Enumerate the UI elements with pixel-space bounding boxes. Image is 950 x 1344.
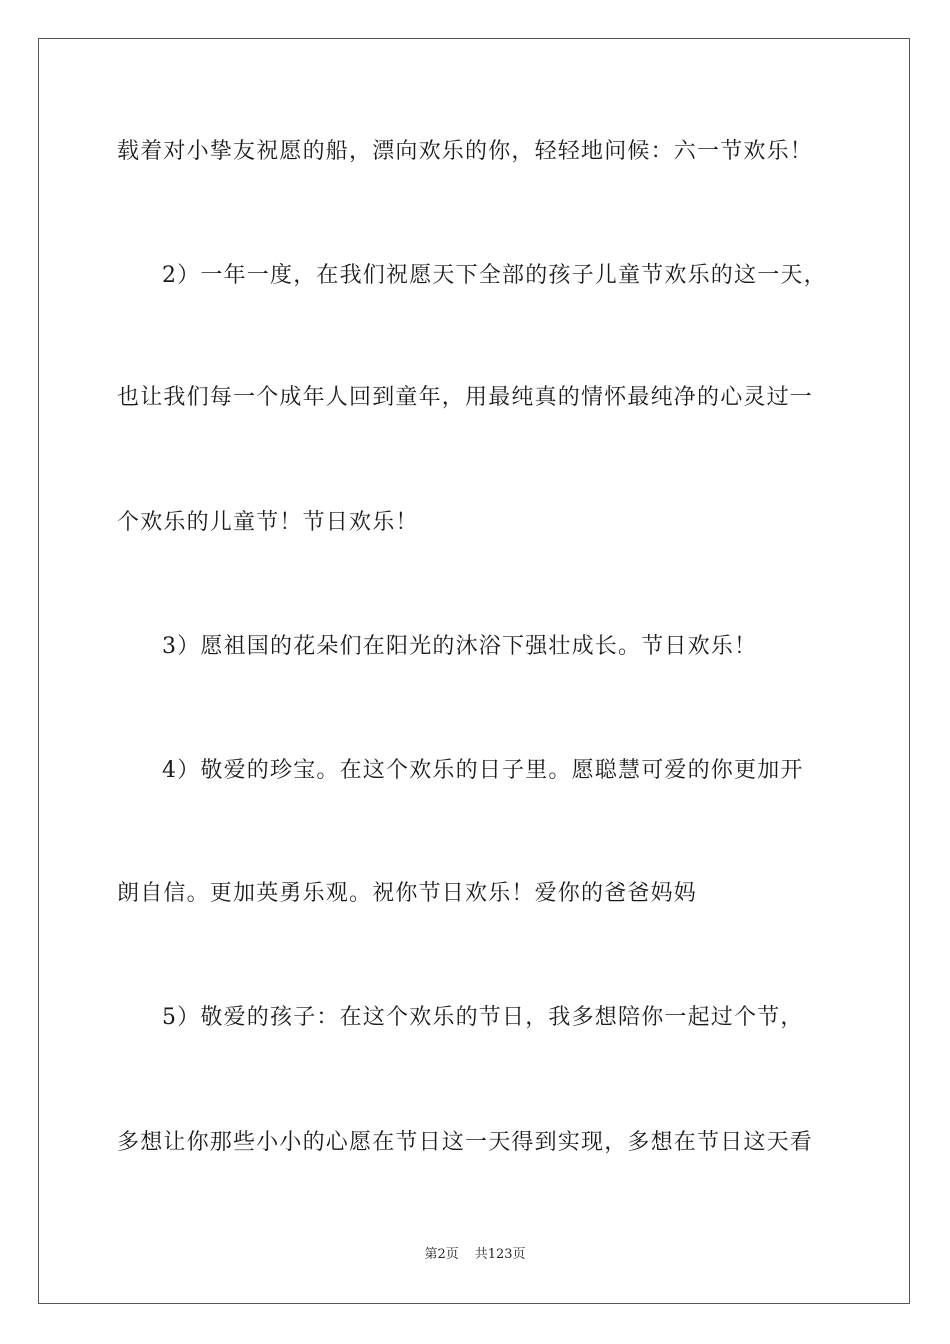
body-text-line: 个欢乐的儿童节！节日欢乐！ [117, 510, 419, 535]
body-text-line: 2）一年一度，在我们祝愿天下全部的孩子儿童节欢乐的这一天， [162, 263, 827, 288]
page-footer [0, 1246, 950, 1264]
page-total: 共123页 [474, 1247, 526, 1262]
body-text-line: 5）敬爱的孩子：在这个欢乐的节日，我多想陪你一起过个节， [162, 1005, 804, 1030]
body-text-line: 也让我们每一个成年人回到童年，用最纯真的情怀最纯净的心灵过一 [117, 385, 814, 410]
page-number: 第2页 [424, 1247, 459, 1262]
page-border [38, 38, 910, 1304]
body-text-line: 载着对小挚友祝愿的船，漂向欢乐的你，轻轻地问候：六一节欢乐！ [117, 139, 814, 164]
body-text-line: 朗自信。更加英勇乐观。祝你节日欢乐！爱你的爸爸妈妈 [117, 881, 698, 906]
body-text-line: 3）愿祖国的花朵们在阳光的沐浴下强壮成长。节日欢乐！ [162, 634, 758, 659]
body-text-line: 4）敬爱的珍宝。在这个欢乐的日子里。愿聪慧可爱的你更加开 [162, 758, 804, 783]
body-text-line: 多想让你那些小小的心愿在节日这一天得到实现，多想在节日这天看 [117, 1130, 814, 1155]
